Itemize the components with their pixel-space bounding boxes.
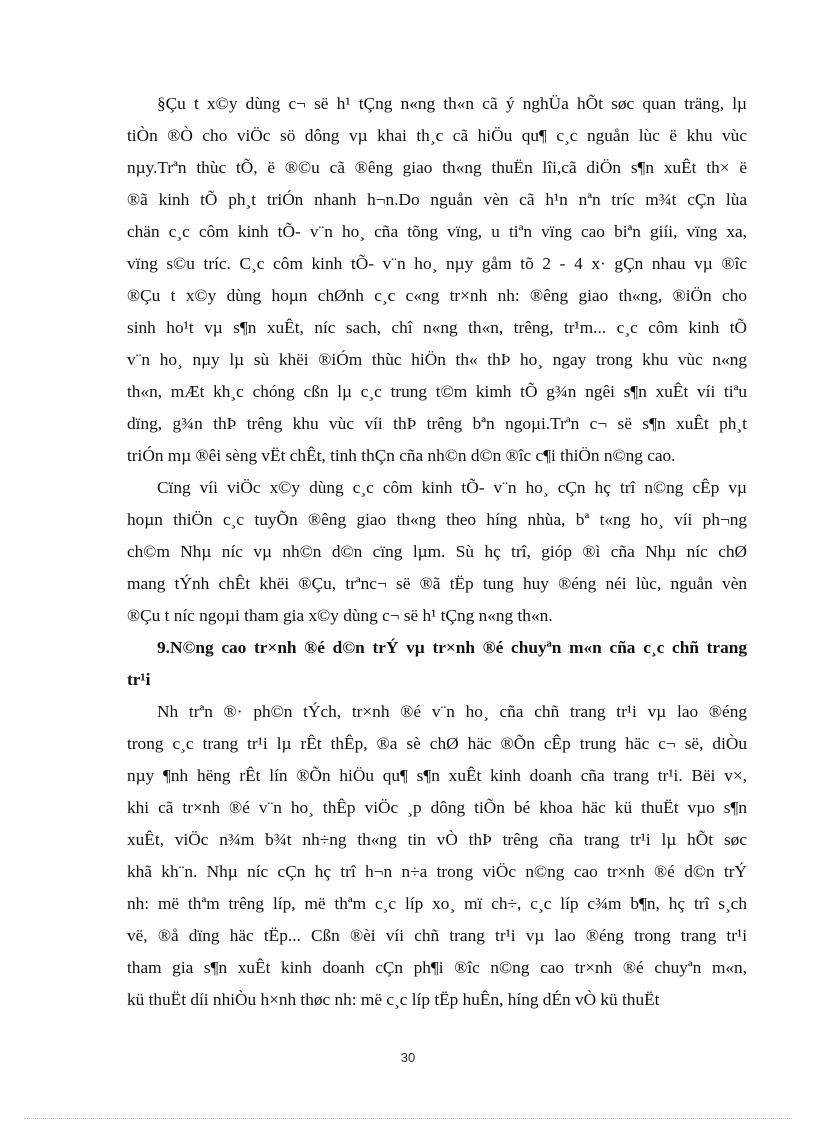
- text-line: nh: më thªm trêng líp, më thªm c¸c líp xo¸ mï ch÷, c¸c líp c¾m b¶n, hç trî s¸ch: [127, 894, 747, 913]
- text-line: §Çu t x©y dùng c¬ së h¹ tÇng n«ng th«n cã ý nghÜa hÕt søc quan träng, lµ: [157, 94, 747, 113]
- text-line: khã kh¨n. Nhµ níc cÇn hç trî h¬n n÷a trong viÖc n©ng cao tr×nh ®é d©n trÝ: [127, 862, 747, 881]
- text-line: khi cã tr×nh ®é v¨n ho¸ thÊp viÖc ¸p dông tiÕn bé khoa häc kü thuËt vµo s¶n: [127, 798, 747, 817]
- text-line: Cïng víi viÖc x©y dùng c¸c côm kinh tÕ- v¨n ho¸ cÇn hç trî n©ng cÊp vµ: [157, 478, 747, 497]
- text-line: ch©m Nhµ níc vµ nh©n d©n cïng lµm. Sù hç trî, gióp ®ì cña Nhµ níc chØ: [127, 542, 747, 561]
- paragraph: [127, 88, 747, 472]
- text-line: vë, ®å dïng häc tËp... Cßn ®èi víi chñ trang tr¹i vµ lao ®éng trong trang tr¹i: [127, 926, 747, 945]
- text-line: chän c¸c côm kinh tÕ- v¨n ho¸ cña tõng vïng, u tiªn vïng cao biªn giíi, vïng xa,: [127, 222, 747, 241]
- text-line: vïng s©u tríc. C¸c côm kinh tÕ- v¨n ho¸ nµy gåm tõ 2 - 4 x· gÇn nhau vµ ®îc: [127, 254, 747, 273]
- page-number: 30: [400, 1050, 416, 1065]
- text-line: th«n, mÆt kh¸c chóng cßn lµ c¸c trung t©m kimh tÕ g¾n ngêi s¶n xuÊt víi tiªu: [127, 382, 747, 401]
- text-line: nµy.Trªn thùc tÕ, ë ®©u cã ®êng giao th«ng thuËn lîi,cã diÖn s¶n xuÊt th× ë: [127, 158, 747, 177]
- text-line: kü thuËt díi nhiÒu h×nh thøc nh: më c¸c líp tËp huÊn, híng dÉn vÒ kü thuËt: [127, 990, 660, 1009]
- text-line: Nh trªn ®· ph©n tÝch, tr×nh ®é v¨n ho¸ cña chñ trang tr¹i vµ lao ®éng: [157, 702, 747, 721]
- text-line: tr¹i: [127, 670, 151, 689]
- text-line: ®ã kinh tÕ ph¸t triÓn nhanh h¬n.Do nguån vèn cã h¹n nªn tríc m¾t cÇn lùa: [127, 190, 747, 209]
- text-line: tham gia s¶n xuÊt kinh doanh cÇn ph¶i ®îc n©ng cao tr×nh ®é chuyªn m«n,: [127, 958, 747, 977]
- text-line: mang tÝnh chÊt khëi ®Çu, trªnc¬ së ®ã tËp tung huy ®éng néi lùc, nguån vèn: [127, 574, 747, 593]
- text-line: dïng, g¾n thÞ trêng khu vùc víi thÞ trêng bªn ngoµi.Trªn c¬ së s¶n xuÊt ph¸t: [127, 414, 747, 433]
- text-line: 9.N©ng cao tr×nh ®é d©n trÝ vµ tr×nh ®é chuyªn m«n cña c¸c chñ trang: [157, 638, 747, 657]
- text-line: xuÊt, viÖc n¾m b¾t nh÷ng th«ng tin vÒ thÞ trêng cña trang tr¹i lµ hÕt søc: [127, 830, 747, 849]
- text-line: ®Çu t níc ngoµi tham gia x©y dùng c¬ së h¹ tÇng n«ng th«n.: [127, 606, 553, 625]
- paragraph: [127, 472, 747, 632]
- text-line: tiÒn ®Ò cho viÖc sö dông vµ khai th¸c cã hiÖu qu¶ c¸c nguån lùc ë khu vùc: [127, 126, 747, 145]
- text-line: hoµn thiÖn c¸c tuyÕn ®êng giao th«ng theo híng nhùa, bª t«ng ho¸ víi ph¬ng: [127, 510, 747, 529]
- paragraph: [127, 696, 747, 1016]
- text-line: triÓn mµ ®êi sèng vËt chÊt, tinh thÇn cña nh©n d©n ®îc c¶i thiÖn n©ng cao.: [127, 446, 676, 465]
- text-line: v¨n ho¸ nµy lµ sù khëi ®iÓm thùc hiÖn th« thÞ ho¸ ngay trong khu vùc n«ng: [127, 350, 747, 369]
- text-line: ®Çu t x©y dùng hoµn chØnh c¸c c«ng tr×nh nh: ®êng giao th«ng, ®iÖn cho: [127, 286, 747, 305]
- section-heading: [127, 632, 747, 696]
- text-line: sinh ho¹t vµ s¶n xuÊt, níc sach, chî n«ng th«n, trêng, tr¹m... c¸c côm kinh tÕ: [127, 318, 747, 337]
- text-line: nµy ¶nh hëng rÊt lín ®Õn hiÖu qu¶ s¶n xuÊt kinh doanh cña trang tr¹i. Bëi v×,: [127, 766, 747, 785]
- document-body: [127, 88, 747, 1016]
- page-bottom-divider: [24, 1118, 792, 1119]
- text-line: trong c¸c trang tr¹i lµ rÊt thÊp, ®a sè chØ häc ®Õn cÊp trung häc c¬ së, diÒu: [127, 734, 747, 753]
